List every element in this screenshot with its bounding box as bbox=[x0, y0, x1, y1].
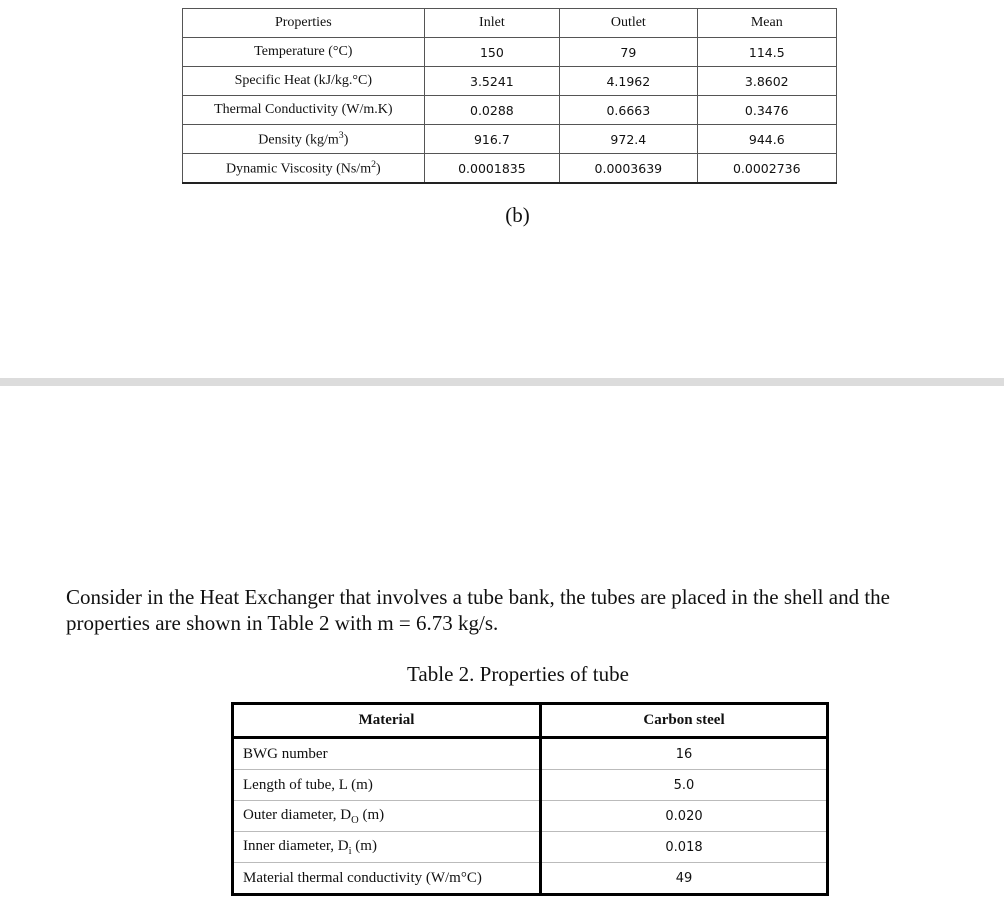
row-label: Length of tube, L (m) bbox=[233, 770, 541, 801]
tube-properties-table bbox=[231, 702, 829, 896]
outlet-value: 79 bbox=[560, 38, 697, 67]
label-text-tail: (m) bbox=[358, 806, 385, 823]
table-row bbox=[183, 67, 837, 96]
mean-value: 114.5 bbox=[697, 38, 836, 67]
row-value: 49 bbox=[675, 870, 693, 886]
table-row bbox=[183, 154, 837, 184]
table-header-row bbox=[183, 9, 837, 38]
label-text-tail: (m) bbox=[351, 837, 377, 854]
outlet-value: 0.6663 bbox=[560, 96, 697, 125]
label-text: Outer diameter, D bbox=[243, 806, 352, 823]
label-subscript: O bbox=[351, 814, 359, 826]
label-subscript: i bbox=[348, 845, 352, 857]
property-superscript: 2 bbox=[371, 158, 376, 170]
header-mean: Mean bbox=[697, 9, 836, 38]
property-name bbox=[183, 125, 425, 154]
table-header-row bbox=[233, 704, 828, 738]
header-carbon-steel: Carbon steel bbox=[541, 704, 828, 738]
page-divider bbox=[0, 378, 1004, 386]
label-text: Inner diameter, D bbox=[243, 837, 349, 854]
property-text: Density (kg/m bbox=[258, 132, 339, 148]
table-row bbox=[233, 832, 828, 863]
row-label bbox=[233, 801, 541, 832]
table-row bbox=[233, 801, 828, 832]
property-name: Thermal Conductivity (W/m.K) bbox=[183, 96, 425, 125]
header-outlet: Outlet bbox=[560, 9, 697, 38]
inlet-value: 3.5241 bbox=[424, 67, 559, 96]
outlet-value: 972.4 bbox=[560, 125, 697, 154]
property-text-tail: ) bbox=[376, 161, 381, 177]
property-name: Specific Heat (kJ/kg.°C) bbox=[183, 67, 425, 96]
row-value: 0.020 bbox=[541, 801, 828, 832]
mean-value: 0.3476 bbox=[697, 96, 836, 125]
property-text: Dynamic Viscosity (Ns/m bbox=[225, 161, 372, 177]
property-superscript: 3 bbox=[338, 129, 344, 141]
table-caption: Table 2. Properties of tube bbox=[407, 662, 629, 686]
header-inlet: Inlet bbox=[424, 9, 559, 38]
body-paragraph: Consider in the Heat Exchanger that involves a tube bank, the tubes are placed in the shell and the properties are shown in Table 2 with m = 6.73 kg/s. bbox=[66, 585, 890, 635]
inlet-value: 916.7 bbox=[424, 125, 559, 154]
row-label bbox=[233, 832, 541, 863]
row-value: 0.018 bbox=[541, 832, 828, 863]
property-name bbox=[183, 154, 425, 184]
mean-value: 3.8602 bbox=[697, 67, 836, 96]
row-label: BWG number bbox=[233, 738, 541, 770]
table-row bbox=[233, 863, 828, 895]
inlet-value: 0.0288 bbox=[424, 96, 559, 125]
outlet-value: 4.1962 bbox=[560, 67, 697, 96]
figure-label: (b) bbox=[505, 203, 530, 227]
header-material: Material bbox=[233, 704, 541, 738]
table-row bbox=[183, 125, 837, 154]
outlet-value: 0.0003639 bbox=[560, 154, 697, 184]
table-row bbox=[233, 770, 828, 801]
table-row bbox=[233, 738, 828, 770]
property-name: Temperature (°C) bbox=[183, 38, 425, 67]
table-row bbox=[183, 96, 837, 125]
row-value: 16 bbox=[541, 738, 828, 770]
inlet-value: 150 bbox=[424, 38, 559, 67]
row-label: Material thermal conductivity (W/m°C) bbox=[233, 863, 541, 895]
row-value: 5.0 bbox=[541, 770, 828, 801]
mean-value: 944.6 bbox=[697, 125, 836, 154]
fluid-properties-table bbox=[182, 8, 837, 184]
property-text-tail: ) bbox=[343, 132, 349, 148]
table-row bbox=[183, 38, 837, 67]
header-properties: Properties bbox=[183, 9, 425, 38]
inlet-value: 0.0001835 bbox=[424, 154, 559, 184]
mean-value: 0.0002736 bbox=[697, 154, 836, 184]
